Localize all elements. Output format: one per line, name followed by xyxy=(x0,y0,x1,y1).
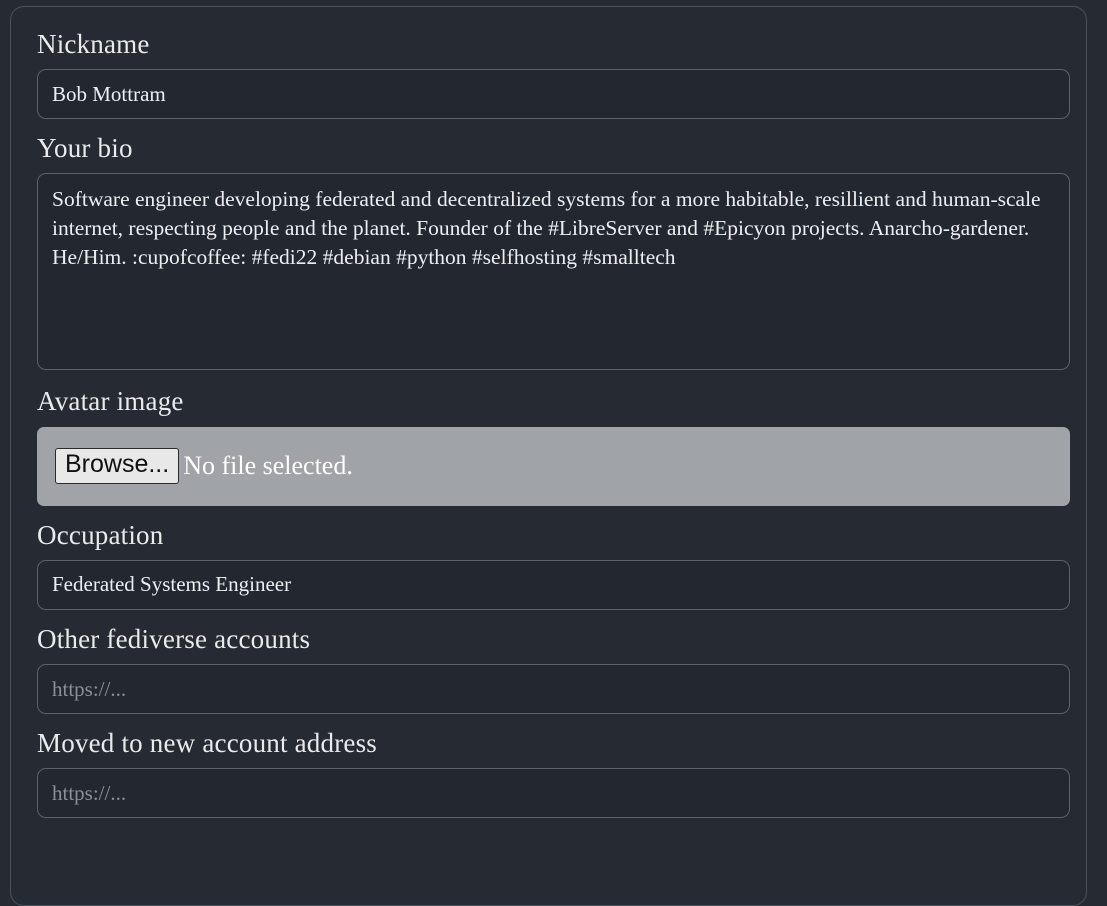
browse-button[interactable]: Browse... xyxy=(55,448,179,484)
bio-label: Your bio xyxy=(37,133,133,164)
field-group-occupation xyxy=(37,520,1060,610)
field-group-other-accounts xyxy=(37,624,1060,714)
field-group-bio xyxy=(37,133,1060,370)
nickname-label: Nickname xyxy=(37,29,150,59)
other-fediverse-accounts-input[interactable] xyxy=(37,664,1070,714)
bio-textarea[interactable] xyxy=(37,173,1070,370)
field-group-avatar xyxy=(37,386,1060,505)
moved-to-new-account-input[interactable] xyxy=(37,768,1070,818)
moved-to-new-account-label: Moved to new account address xyxy=(37,728,378,759)
other-fediverse-accounts-label: Other fediverse accounts xyxy=(37,623,311,654)
nickname-input[interactable] xyxy=(37,69,1070,119)
avatar-file-picker[interactable] xyxy=(37,427,1070,506)
profile-edit-form xyxy=(10,6,1087,906)
occupation-label: Occupation xyxy=(37,519,164,550)
occupation-input[interactable] xyxy=(37,560,1070,610)
avatar-image-label: Avatar image xyxy=(37,386,184,417)
field-group-moved-to xyxy=(37,728,1060,818)
field-group-nickname xyxy=(37,29,1060,119)
file-selected-status: No file selected. xyxy=(183,451,353,481)
